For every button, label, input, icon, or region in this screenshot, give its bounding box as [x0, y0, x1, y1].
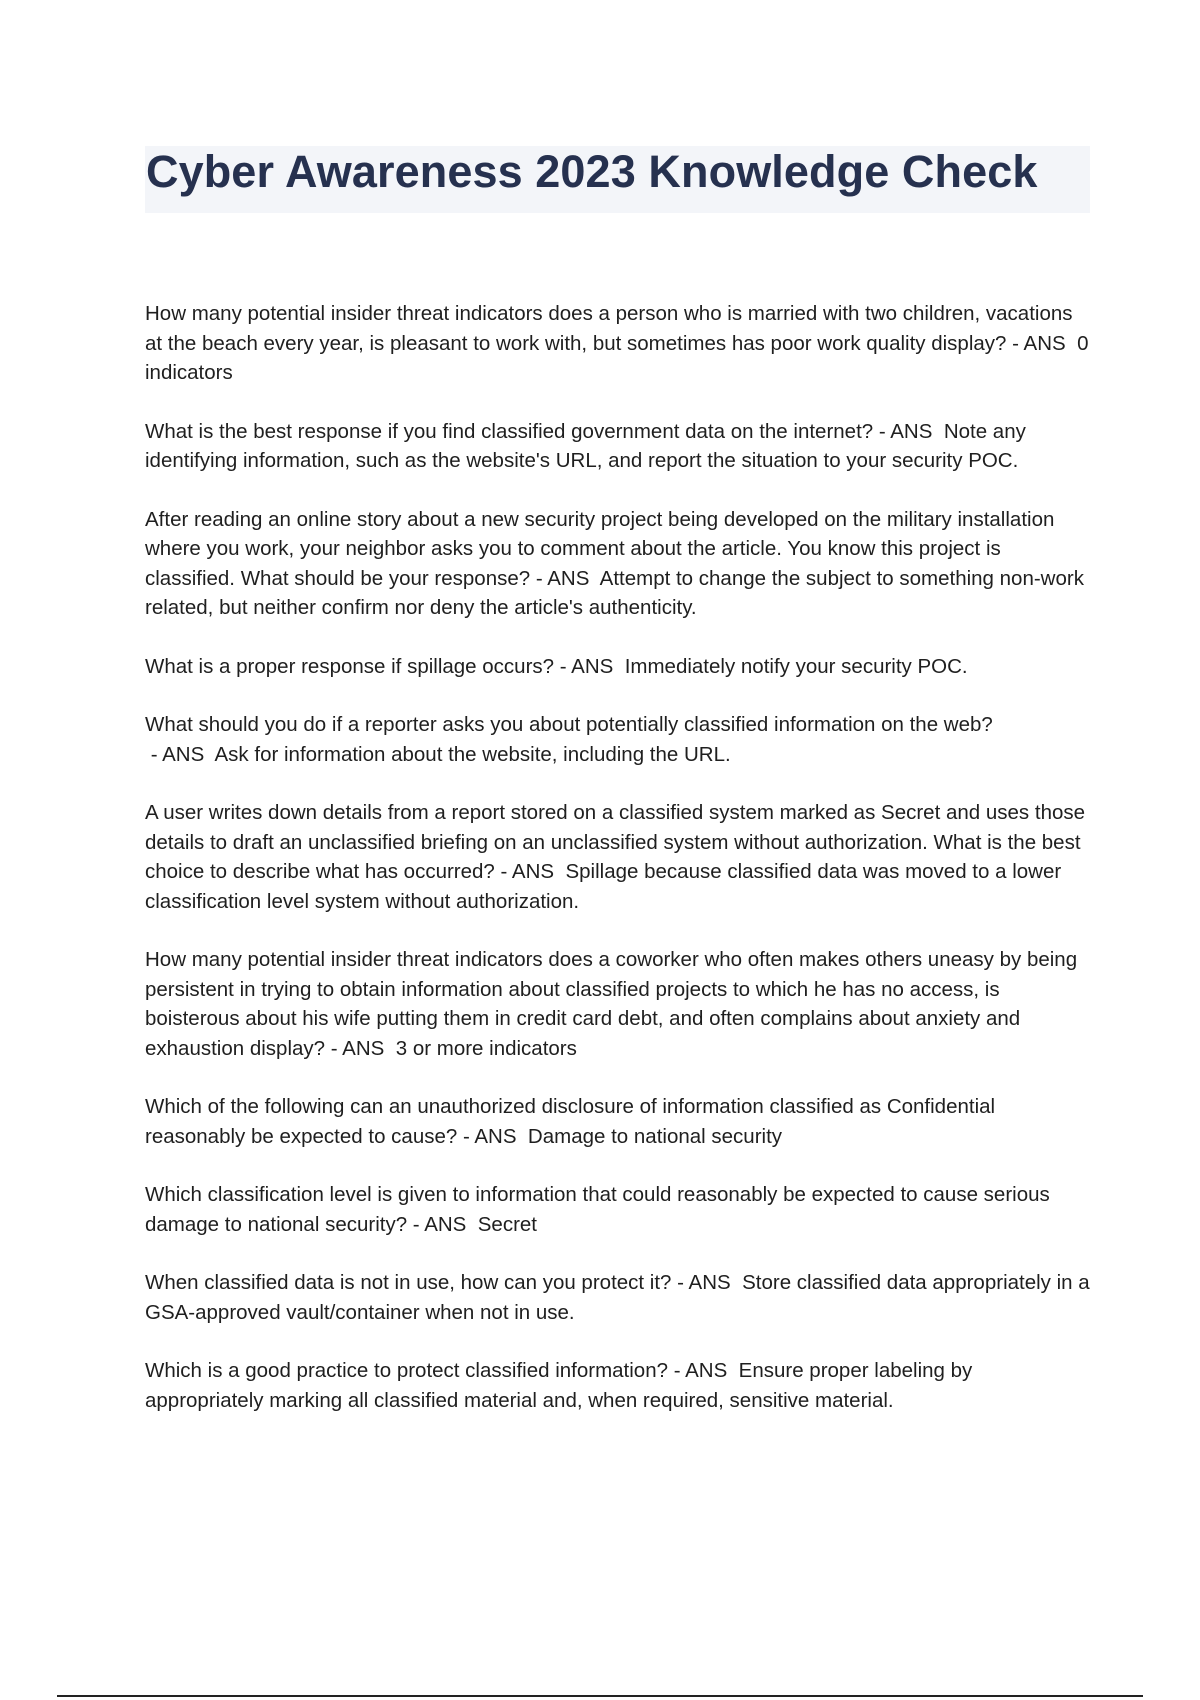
answer-marker: - ANS [325, 1036, 396, 1060]
answer-marker: - ANS [873, 419, 944, 443]
question-text: How many potential insider threat indicators does a coworker who often makes others uneasy by being persistent in trying to obtain information about classified projects to which he has no access, is boisterous about his wife putting them in credit card debt, and often complains about anxiety and exhaustion display? [145, 948, 1078, 1060]
answer-marker: - ANS [1006, 331, 1078, 355]
qa-item [145, 1092, 1095, 1151]
question-text: After reading an online story about a new security project being developed on the military installation where you work, your neighbor asks you to comment about the article. You know this project is classified. What should be your response? [145, 507, 1055, 590]
answer-text: Ask for information about the website, including the URL. [214, 742, 731, 766]
answer-text: Damage to national security [527, 1124, 783, 1148]
answer-text: Note any identifying information, such as the website's URL, and report the situation to your security POC. [145, 419, 1026, 472]
answer-text: Store classified data appropriately in a GSA-approved vault/container when not in use. [145, 1271, 1090, 1324]
qa-list [145, 299, 1095, 1444]
answer-marker: - ANS [407, 1212, 478, 1236]
page-title: Cyber Awareness 2023 Knowledge Check [146, 146, 1038, 197]
question-text: What is a proper response if spillage occurs? [145, 654, 555, 678]
qa-item [145, 505, 1095, 623]
qa-item [145, 652, 1095, 682]
answer-marker: - ANS [457, 1124, 528, 1148]
question-text: A user writes down details from a report stored on a classified system marked as Secret and uses those details to draft an unclassified briefing on an unclassified system without authorization. What is the best choice to describe what has occurred? [145, 801, 1086, 883]
answer-marker: - ANS [554, 654, 625, 678]
answer-marker: - ANS [668, 1359, 739, 1382]
question-text: Which classification level is given to information that could reasonably be expected to cause serious damage to national security? [145, 1183, 1050, 1236]
answer-text: Immediately notify your security POC. [624, 654, 968, 678]
question-text: When classified data is not in use, how can you protect it? [145, 1271, 672, 1294]
answer-text: Ensure proper labeling by appropriately marking all classified material and, when required, sensitive material. [145, 1359, 973, 1412]
answer-marker: - ANS [494, 860, 566, 883]
qa-item [145, 1356, 1095, 1415]
question-text: Which is a good practice to protect classified information? [145, 1359, 669, 1382]
qa-item [145, 299, 1095, 388]
qa-item [145, 945, 1095, 1063]
question-text: What should you do if a reporter asks you about potentially classified information on the web? [145, 713, 993, 736]
qa-item [145, 1180, 1095, 1239]
answer-text: Attempt to change the subject to something non-work related, but neither confirm nor deny the article's authenticity. [145, 566, 1084, 619]
answer-marker: - ANS [671, 1271, 743, 1294]
answer-text: 3 or more indicators [395, 1036, 577, 1060]
qa-item [145, 1268, 1095, 1327]
question-text: Which of the following can an unauthorized disclosure of information classified as Confidential reasonably be expected to cause? [145, 1095, 996, 1148]
question-text: What is the best response if you find classified government data on the internet? [145, 419, 874, 443]
answer-marker: - ANS [530, 566, 600, 590]
answer-text: 0 indicators [145, 331, 1089, 384]
qa-item [145, 798, 1095, 916]
answer-marker: - ANS [145, 742, 215, 766]
question-text: How many potential insider threat indicators does a person who is married with two children, vacations at the beach every year, is pleasant to work with, but sometimes has poor work quality display? [145, 302, 1073, 355]
answer-text: Spillage because classified data was moved to a lower classification level system without authorization. [145, 860, 1062, 913]
answer-text: Secret [477, 1212, 537, 1236]
qa-item [145, 417, 1095, 476]
qa-item [145, 710, 1095, 769]
footer-divider [57, 1695, 1143, 1697]
